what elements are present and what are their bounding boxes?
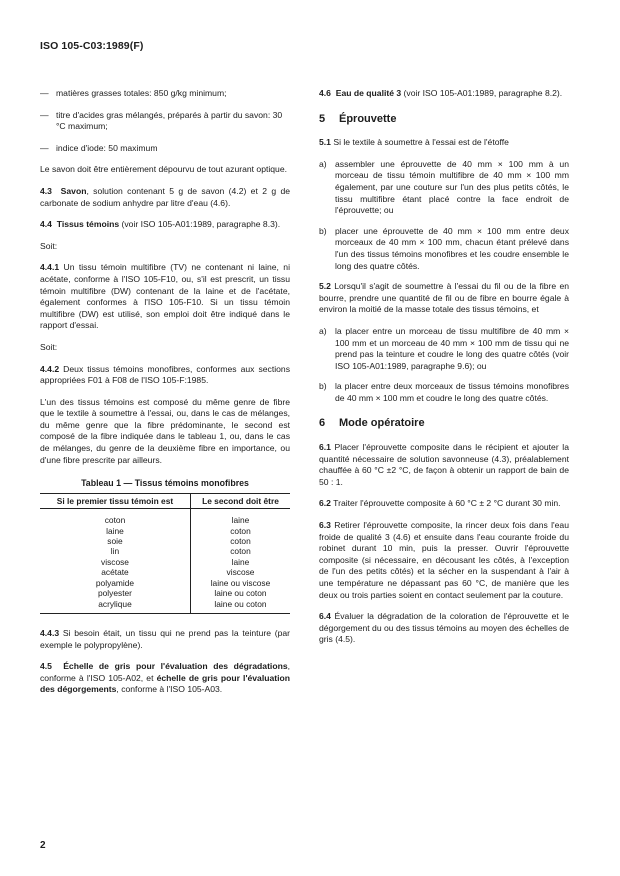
requirement-item: — matières grasses totales: 850 g/kg minimum; <box>40 88 227 98</box>
table-row: lin coton <box>40 546 290 556</box>
clause-6-3: 6.3 Retirer l'éprouvette composite, la rincer deux fois dans l'eau froide de qualité 3 (4.6) et ensuite dans l'eau courante froide du robinet durant 10 min, puis la presser. Ouvrir l'éprouvette composite (si nécessaire, en décousant les côtés, à l'exception de l'un des petits côtés) et la sécher en la suspendant à l'air à une température ne dépassant pas 60 °C, de manière que les deux ou trois parties soient en contact seulement par la couture. <box>319 520 569 600</box>
list-item: a) la placer entre un morceau de tissu multifibre de 40 mm × 100 mm et un morceau de 40 mm × 100 mm de tissu qui ne prend pas la teinture et coudre le long des quatre côtés (voir ISO 105-A01:1989, paragraphe 9.6); ou <box>319 325 569 371</box>
section-heading-5: 5 Éprouvette <box>319 112 397 125</box>
soit-label: Soit: <box>40 341 58 352</box>
table-row: polyester laine ou coton <box>40 588 290 598</box>
clause-4-5: 4.5 Échelle de gris pour l'évaluation des dégradations, conforme à l'ISO 105-A02, et échelle de gris pour l'évaluation des dégorgements, conforme à l'ISO 105-A03. <box>40 661 290 695</box>
list-item: b) la placer entre deux morceaux de tissus témoins monofibres de 40 mm × 100 mm et coudre le long des quatre côtés. <box>319 381 569 403</box>
requirement-item: — titre d'acides gras mélangés, préparés à partir du savon: 30 °C maximum; <box>40 109 283 132</box>
soap-note: Le savon doit être entièrement dépourvu de tout azurant optique. <box>40 164 287 175</box>
clause-6-1: 6.1 Placer l'éprouvette composite dans le récipient et ajouter la quantité nécessaire de solution savonneuse (4.3), préalablement chauffée à 60 °C ±2 °C, de façon à obtenir un rapport de bain de 50 : 1. <box>319 442 569 487</box>
table-title: Tableau 1 — Tissus témoins monofibres <box>81 478 249 489</box>
clause-4-4-2: 4.4.2 Deux tissus témoins monofibres, conformes aux sections appropriées F01 à F08 de l'ISO 105-F:1985. <box>40 363 290 386</box>
clause-4-6: 4.6 Eau de qualité 3 (voir ISO 105-A01:1989, paragraphe 8.2). <box>319 88 563 98</box>
table-row: polyamide laine ou viscose <box>40 578 290 588</box>
clause-6-4: 6.4 Évaluer la dégradation de la coloration de l'éprouvette et le dégorgement du ou des tissus témoins au moyen des échelles de gris (4.5). <box>319 611 569 645</box>
clause-5-2: 5.2 Lorsqu'il s'agit de soumettre à l'essai du fil ou de la fibre en bourre, prendre une quantité de fil ou de fibre en bourre égale à environ la moitié de la masse totale des tissus témoins, et <box>319 281 569 315</box>
table-row: laine coton <box>40 526 290 536</box>
clause-4-4: 4.4 Tissus témoins (voir ISO 105-A01:1989, paragraphe 8.3). <box>40 219 281 230</box>
clause-4-4-1: 4.4.1 Un tissu témoin multifibre (TV) ne contenant ni laine, ni acétate, conforme à l'ISO 105-F10, ou, s'il est prescrit, un tissu témoin multifibre (DW) contenant de la laine et de l'acétate, également conformes à l'ISO 105-F10. Si un tissu témoin multifibre (DW) est utilisé, son emploi doit être indiqué dans le rapport d'essai. <box>40 262 290 331</box>
clause-4-3: 4.3 Savon, solution contenant 5 g de savon (4.2) et 2 g de carbonate de sodium anhydre par litre d'eau (4.6). <box>40 185 291 208</box>
page-number: 2 <box>40 840 46 851</box>
list-item: a) assembler une éprouvette de 40 mm × 100 mm à un morceau de tissu témoin multifibre de 40 mm × 100 mm également, par une couture sur l'un des plus petits côtés, le tissu multifibre étant placé contre la face endroit de l'éprouvette; ou <box>319 158 569 216</box>
section-heading-6: 6 Mode opératoire <box>319 417 425 430</box>
monofibre-table <box>40 493 290 614</box>
table-row: viscose laine <box>40 557 290 567</box>
table-header: Si le premier tissu témoin est <box>40 493 190 508</box>
table-header: Le second doit être <box>190 493 290 508</box>
composition-paragraph: L'un des tissus témoins est composé du même genre de fibre que le textile à soumettre à l'essai, ou, dans le cas de mélanges, du même genre que la fibre prédominante, le second est composé de la fibre indiquée dans le tableau 1, ou, dans le cas de mélanges, du genre de la deuxième fibre en importance, ou d'une fibre prescrite par ailleurs. <box>40 396 290 465</box>
clause-4-4-3: 4.4.3 Si besoin était, un tissu qui ne prend pas la teinture (par exemple le polypropylène). <box>40 627 290 650</box>
clause-5-1: 5.1 Si le textile à soumettre à l'essai est de l'étoffe <box>319 137 509 148</box>
table-row: acétate viscose <box>40 567 290 577</box>
list-item: b) placer une éprouvette de 40 mm × 100 mm entre deux morceaux de 40 mm × 100 mm, chacun étant prélevé dans l'un des tissus témoins monofibres et les coudre ensemble le long des quatre côtés. <box>319 225 569 271</box>
soit-label: Soit: <box>40 240 58 251</box>
left-column <box>40 88 290 706</box>
standard-header: ISO 105-C03:1989(F) <box>40 40 144 52</box>
requirement-item: — indice d'iode: 50 maximum <box>40 142 158 153</box>
clause-6-2: 6.2 Traiter l'éprouvette composite à 60 °C ± 2 °C durant 30 min. <box>319 498 561 509</box>
table-row: coton laine <box>40 509 290 526</box>
table-row: acrylique laine ou coton <box>40 599 290 614</box>
right-column <box>319 88 569 656</box>
table-row: soie coton <box>40 536 290 546</box>
